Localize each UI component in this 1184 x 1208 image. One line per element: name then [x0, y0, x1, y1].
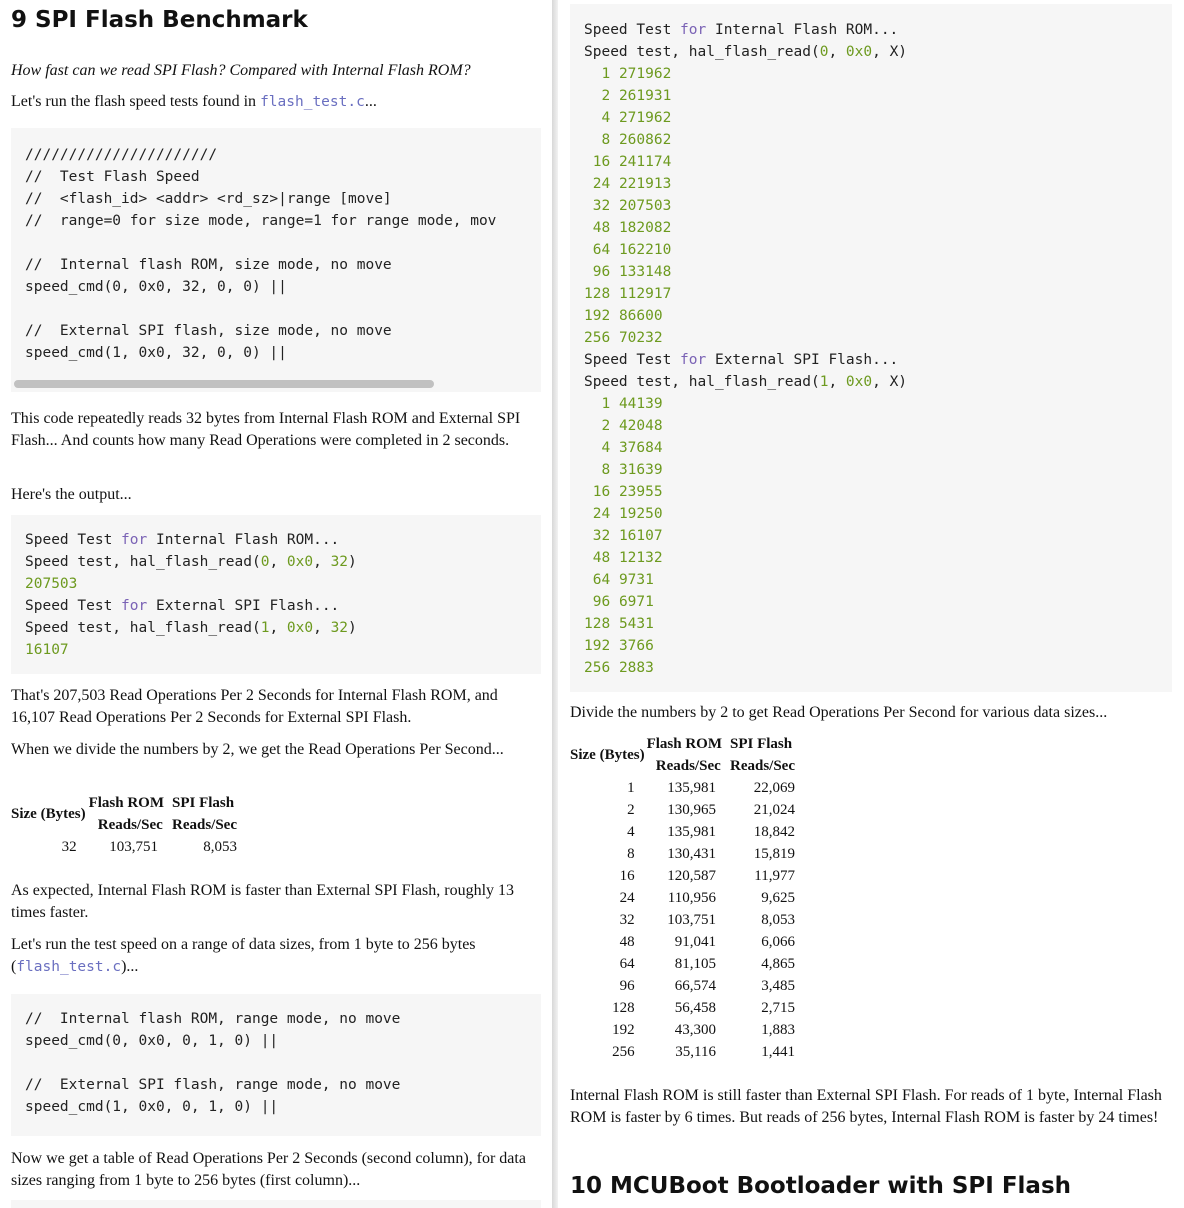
row-count: 5431	[618, 616, 654, 632]
code-line: // Internal flash ROM, range mode, no move	[25, 1011, 401, 1027]
row-size: 64	[592, 242, 611, 258]
output-size-mode: Speed Test for Internal Flash ROM... Speed test, hal_flash_read(0, 0x0, 32) 207503 Speed Test for External SPI Flash... Speed test, hal_flash_read(1, 0x0, 32) 16107	[25, 529, 541, 661]
row-count: 70232	[618, 330, 663, 346]
rom-header-1: Flash ROM	[88, 795, 164, 811]
output-row	[584, 330, 663, 346]
range-intro: Let's run the test speed on a range of data sizes, from 1 byte to 256 bytes (flash_test.c)...	[11, 936, 476, 975]
rom-cell: 103,751	[667, 912, 716, 928]
output-row	[584, 286, 671, 302]
row-count: 241174	[618, 154, 672, 170]
output-row	[584, 528, 663, 544]
output-block-range-mode	[570, 4, 1172, 692]
code-line: speed_cmd(0, 0x0, 0, 1, 0) ||	[25, 1033, 279, 1049]
row-size: 48	[592, 550, 611, 566]
row-count: 9731	[618, 572, 654, 588]
row-size: 32	[592, 198, 611, 214]
left-page	[0, 0, 552, 1208]
flash-test-link-2[interactable]: flash_test.c	[16, 959, 122, 975]
row-count: 112917	[618, 286, 672, 302]
output-row	[584, 110, 671, 126]
output-row	[584, 198, 671, 214]
rom-cell: 130,431	[667, 846, 716, 862]
rom-cell: 130,965	[667, 802, 716, 818]
spi-cell: 1,441	[761, 1044, 795, 1060]
output-row	[584, 506, 663, 522]
code-line: // Internal flash ROM, size mode, no move	[25, 257, 392, 273]
size-cell: 96	[619, 978, 635, 994]
output-row	[584, 462, 663, 478]
row-count: 261931	[618, 88, 672, 104]
output-row	[584, 242, 671, 258]
summary-text: That's 207,503 Read Operations Per 2 Seconds for Internal Flash ROM, and 16,107 Read Operations Per 2 Seconds for External SPI Flash.	[11, 687, 498, 726]
run-tests-text: Let's run the flash speed tests found in flash_test.c...	[11, 93, 377, 110]
row-count: 6971	[618, 594, 654, 610]
output-row	[584, 88, 671, 104]
output-row	[584, 660, 654, 676]
table-row	[570, 843, 795, 865]
code-line: speed_cmd(1, 0x0, 0, 1, 0) ||	[25, 1099, 279, 1115]
external-call: Speed test, hal_flash_read(1, 0x0, X)	[584, 374, 908, 390]
row-size: 24	[592, 506, 611, 522]
output-row	[584, 264, 671, 280]
table-row	[570, 953, 795, 975]
table-row	[570, 865, 795, 887]
rom-header-2: Reads/Sec	[97, 817, 163, 833]
table-row	[570, 931, 795, 953]
flash-test-link[interactable]: flash_test.c	[260, 94, 365, 110]
intro-question: How fast can we read SPI Flash? Compared with Internal Flash ROM?	[11, 62, 471, 79]
size-cell: 1	[627, 780, 635, 796]
row-size: 128	[584, 616, 611, 632]
output-row	[584, 66, 671, 82]
size-cell: 64	[619, 956, 635, 972]
table-row	[570, 887, 795, 909]
table-row	[570, 909, 795, 931]
spi-header-2: Reads/Sec	[171, 817, 237, 833]
row-count: 2883	[618, 660, 654, 676]
row-count: 31639	[618, 462, 663, 478]
table-row	[570, 821, 795, 843]
spi-header-1: SPI Flash	[171, 795, 235, 811]
row-count: 271962	[618, 66, 672, 82]
row-size: 4	[601, 440, 611, 456]
rom-header-1: Flash ROM	[646, 736, 722, 752]
table-row	[570, 997, 795, 1019]
spi-cell: 1,883	[761, 1022, 795, 1038]
row-size: 96	[592, 594, 611, 610]
table-row	[570, 1019, 795, 1041]
output-row	[584, 176, 671, 192]
size-cell: 4	[627, 824, 635, 840]
code-line: // External SPI flash, size mode, no move	[25, 323, 392, 339]
spi-cell: 8,053	[761, 912, 795, 928]
table-row	[11, 836, 237, 858]
next-code-block	[11, 1200, 541, 1208]
spi-cell: 2,715	[761, 1000, 795, 1016]
size-cell: 24	[619, 890, 635, 906]
size-cell: 48	[619, 934, 635, 950]
output-row	[584, 572, 654, 588]
row-size: 8	[601, 462, 611, 478]
row-size: 2	[601, 418, 611, 434]
row-size: 128	[584, 286, 611, 302]
section-title: 9 SPI Flash Benchmark	[11, 7, 308, 33]
output-row	[584, 594, 654, 610]
row-size: 16	[592, 484, 611, 500]
code-line: // External SPI flash, range mode, no move	[25, 1077, 401, 1093]
spi-header-2: Reads/Sec	[729, 758, 795, 774]
row-size: 96	[592, 264, 611, 280]
row-size: 192	[584, 638, 611, 654]
spi-cell: 21,024	[753, 802, 795, 818]
size-cell: 8	[627, 846, 635, 862]
row-count: 12132	[618, 550, 663, 566]
code-line: speed_cmd(1, 0x0, 32, 0, 0) ||	[25, 345, 287, 361]
table-row	[570, 1041, 795, 1063]
rom-cell: 43,300	[674, 1022, 716, 1038]
spi-header-1: SPI Flash	[729, 736, 793, 752]
rom-cell: 56,458	[674, 1000, 716, 1016]
spi-cell: 22,069	[753, 780, 795, 796]
table-row	[570, 777, 795, 799]
rom-cell: 120,587	[667, 868, 716, 884]
code-line: // range=0 for size mode, range=1 for range mode, mov	[25, 213, 497, 229]
row-size: 32	[592, 528, 611, 544]
next-section-title: 10 MCUBoot Bootloader with SPI Flash	[570, 1173, 1072, 1199]
spi-cell: 8,053	[203, 839, 237, 855]
output-row	[584, 308, 663, 324]
explain-text: This code repeatedly reads 32 bytes from Internal Flash ROM and External SPI Flash... And counts how many Read Operations were completed in 2 seconds.	[11, 410, 521, 449]
reads-per-sec-table-range	[570, 733, 795, 1063]
size-cell: 2	[627, 802, 635, 818]
range-output	[584, 19, 1172, 679]
row-size: 4	[601, 110, 611, 126]
code-line: // Test Flash Speed	[25, 169, 200, 185]
spi-cell: 4,865	[761, 956, 795, 972]
output-row	[584, 418, 663, 434]
rom-cell: 35,116	[675, 1044, 716, 1060]
row-size: 256	[584, 660, 611, 676]
output-intro: Here's the output...	[11, 486, 132, 503]
size-header: Size (Bytes)	[570, 747, 645, 763]
row-size: 64	[592, 572, 611, 588]
output-row	[584, 550, 663, 566]
output-row	[584, 132, 671, 148]
output-block-size-mode	[11, 515, 541, 674]
row-count: 3766	[618, 638, 654, 654]
row-size: 256	[584, 330, 611, 346]
row-count: 133148	[618, 264, 672, 280]
divide-text: Divide the numbers by 2 to get Read Operations Per Second for various data sizes...	[570, 704, 1108, 721]
row-count: 182082	[618, 220, 672, 236]
code-line: // <flash_id> <addr> <rd_sz>|range [move]	[25, 191, 392, 207]
size-header: Size (Bytes)	[11, 806, 86, 822]
output-row	[584, 220, 671, 236]
output-row	[584, 638, 654, 654]
row-count: 23955	[618, 484, 663, 500]
code-range-mode	[25, 1008, 541, 1118]
row-size: 192	[584, 308, 611, 324]
row-count: 19250	[618, 506, 663, 522]
row-count: 44139	[618, 396, 663, 412]
size-cell: 128	[612, 1000, 635, 1016]
rom-cell: 103,751	[109, 839, 158, 855]
rom-header-2: Reads/Sec	[655, 758, 721, 774]
external-header: Speed Test for External SPI Flash...	[584, 352, 899, 368]
code-scrollbar[interactable]	[14, 380, 434, 388]
row-size: 1	[601, 396, 611, 412]
row-size: 1	[601, 66, 611, 82]
row-count: 260862	[618, 132, 672, 148]
row-size: 2	[601, 88, 611, 104]
size-cell: 32	[61, 839, 77, 855]
rom-cell: 135,981	[667, 824, 716, 840]
rom-cell: 81,105	[674, 956, 716, 972]
output-row	[584, 154, 671, 170]
spi-cell: 9,625	[761, 890, 795, 906]
spi-cell: 15,819	[753, 846, 795, 862]
row-size: 16	[592, 154, 611, 170]
expected-text: As expected, Internal Flash ROM is faster than External SPI Flash, roughly 13 times faster.	[11, 882, 515, 921]
output-row	[584, 396, 663, 412]
table-row	[570, 975, 795, 997]
row-count: 42048	[618, 418, 663, 434]
spi-cell: 11,977	[754, 868, 795, 884]
code-line: //////////////////////	[25, 147, 218, 163]
size-cell: 16	[619, 868, 635, 884]
spi-cell: 18,842	[753, 824, 795, 840]
row-count: 162210	[618, 242, 672, 258]
code-line: speed_cmd(0, 0x0, 32, 0, 0) ||	[25, 279, 287, 295]
output-row	[584, 484, 663, 500]
rom-cell: 110,956	[667, 890, 716, 906]
row-size: 48	[592, 220, 611, 236]
size-cell: 256	[612, 1044, 635, 1060]
row-count: 221913	[618, 176, 672, 192]
spi-cell: 3,485	[761, 978, 795, 994]
conclusion-text: Internal Flash ROM is still faster than External SPI Flash. For reads of 1 byte, Internal Flash ROM is faster by 6 times. But reads of 256 bytes, Internal Flash ROM is faster by 24 times!	[570, 1087, 1162, 1126]
code-size-mode	[25, 144, 541, 364]
right-page	[558, 0, 1184, 1208]
row-count: 207503	[618, 198, 672, 214]
code-block-size-mode	[11, 128, 541, 392]
size-cell: 32	[619, 912, 635, 928]
row-count: 86600	[618, 308, 663, 324]
rom-cell: 66,574	[674, 978, 716, 994]
output-row	[584, 616, 654, 632]
size-cell: 192	[612, 1022, 635, 1038]
rom-cell: 91,041	[674, 934, 716, 950]
code-block-range-mode	[11, 994, 541, 1136]
row-count: 37684	[618, 440, 663, 456]
reads-per-sec-table-32	[11, 792, 237, 858]
row-count: 271962	[618, 110, 672, 126]
spi-cell: 6,066	[761, 934, 795, 950]
table-intro: Now we get a table of Read Operations Per 2 Seconds (second column), for data sizes ranging from 1 byte to 256 bytes (first column)...	[11, 1150, 526, 1189]
internal-header: Speed Test for Internal Flash ROM...	[584, 22, 899, 38]
row-size: 24	[592, 176, 611, 192]
divide-intro: When we divide the numbers by 2, we get the Read Operations Per Second...	[11, 741, 504, 758]
internal-call: Speed test, hal_flash_read(0, 0x0, X)	[584, 44, 908, 60]
table-row	[570, 799, 795, 821]
output-row	[584, 440, 663, 456]
rom-cell: 135,981	[667, 780, 716, 796]
row-size: 8	[601, 132, 611, 148]
row-count: 16107	[618, 528, 663, 544]
